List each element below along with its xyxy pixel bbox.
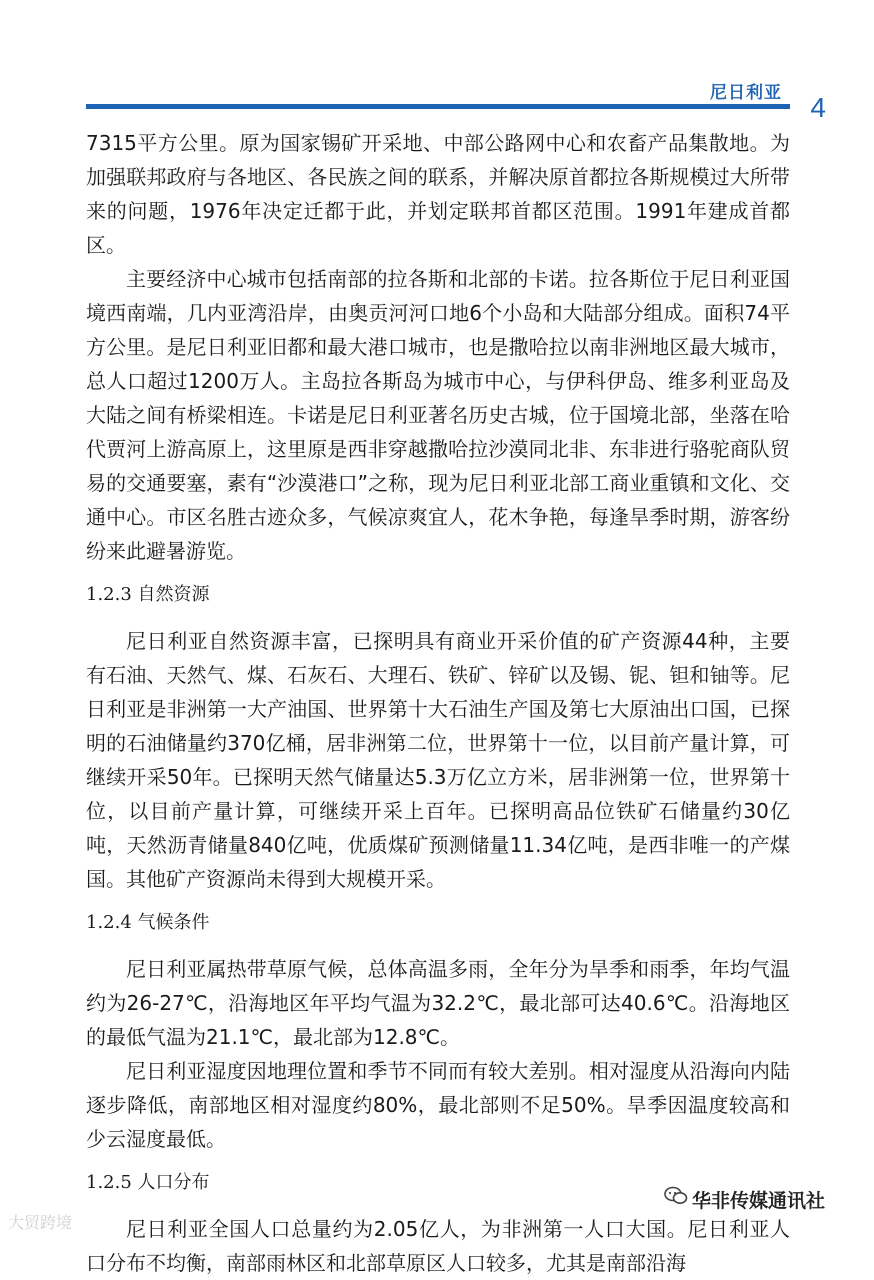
- section-heading-natural-resources: 1.2.3 自然资源: [86, 584, 210, 605]
- paragraph: 尼日利亚自然资源丰富，已探明具有商业开采价值的矿产资源44种，主要有石油、天然气、煤、石灰石、大理石、铁矿、锌矿以及锡、铌、钽和铀等。尼日利亚是非洲第一大产油国、世界第十大石油生产国及第七大原油出口国，已探明的石油储量约370亿桶，居非洲第二位，世界第十一位，以目前产量计算，可继续开采50年。已探明天然气储量达5.3万亿立方米，居非洲第一位，世界第十位，以目前产量计算，可继续开采上百年。已探明高品位铁矿石储量约30亿吨，天然沥青储量840亿吨，优质煤矿预测储量11.34亿吨，是西非唯一的产煤国。其他矿产资源尚未得到大规模开采。: [86, 629, 790, 891]
- document-body: [86, 126, 790, 1280]
- section-heading-climate: 1.2.4 气候条件: [86, 912, 210, 933]
- paragraph: 主要经济中心城市包括南部的拉各斯和北部的卡诺。拉各斯位于尼日利亚国境西南端，几内亚湾沿岸，由奥贡河河口地6个小岛和大陆部分组成。面积74平方公里。是尼日利亚旧都和最大港口城市，也是撒哈拉以南非洲地区最大城市，总人口超过1200万人。主岛拉各斯岛为城市中心，与伊科伊岛、维多利亚岛及大陆之间有桥梁相连。卡诺是尼日利亚著名历史古城，位于国境北部，坐落在哈代贾河上游高原上，这里原是西非穿越撒哈拉沙漠同北非、东非进行骆驼商队贸易的交通要塞，素有“沙漠港口”之称，现为尼日利亚北部工商业重镇和文化、交通中心。市区名胜古迹众多，气候凉爽宜人，花木争艳，每逢旱季时期，游客纷纷来此避暑游览。: [86, 267, 790, 563]
- header-divider: [86, 104, 790, 109]
- watermark: 大贸跨境: [8, 1213, 73, 1232]
- section-heading-population: 1.2.5 人口分布: [86, 1172, 210, 1193]
- page-number: 4: [810, 92, 826, 123]
- wechat-icon: [664, 1186, 688, 1211]
- header-title: 尼日利亚: [710, 83, 782, 103]
- paragraph: 尼日利亚全国人口总量约为2.05亿人，为非洲第一人口大国。尼日利亚人口分布不均衡，南部雨林区和北部草原区人口较多，尤其是南部沿海: [86, 1217, 790, 1275]
- paragraph: 尼日利亚湿度因地理位置和季节不同而有较大差别。相对湿度从沿海向内陆逐步降低，南部地区相对湿度约80%，最北部则不足50%。旱季因温度较高和少云湿度最低。: [86, 1059, 790, 1151]
- paragraph: 尼日利亚属热带草原气候，总体高温多雨，全年分为旱季和雨季，年均气温约为26-27℃，沿海地区年平均气温为32.2℃，最北部可达40.6℃。沿海地区的最低气温为21.1℃，最北部为12.8℃。: [86, 957, 790, 1049]
- paragraph: 7315平方公里。原为国家锡矿开采地、中部公路网中心和农畜产品集散地。为加强联邦政府与各地区、各民族之间的联系，并解决原首都拉各斯规模过大所带来的问题，1976年决定迁都于此，并划定联邦首都区范围。1991年建成首都区。: [86, 131, 790, 257]
- footer-brand: 华非传媒通讯社: [692, 1190, 826, 1212]
